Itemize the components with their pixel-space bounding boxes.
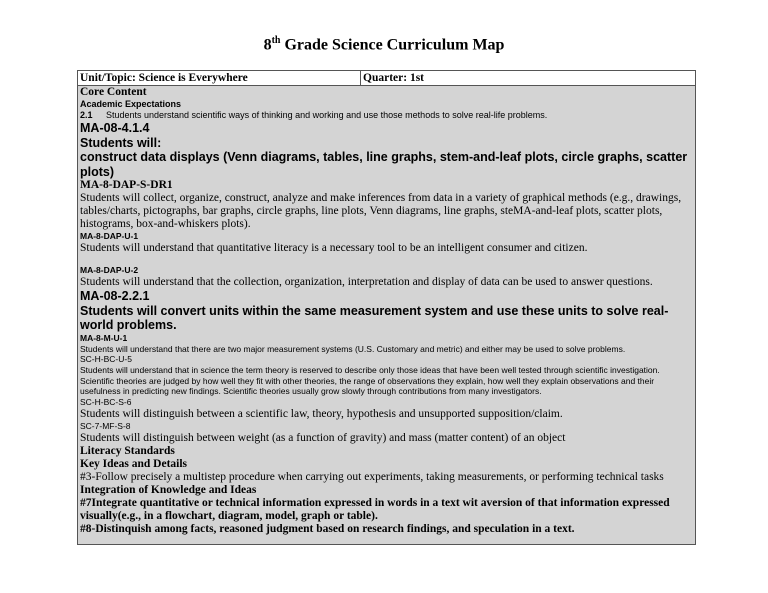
dap-text: Students will collect, organize, construct, analyze and make inferences from data in a variety of graphical methods (e.g., drawings, tables/charts, pictographs, bar graphs, circle graphs, line plots, Venn diagrams, line graphs, steMA-and-leaf plots, scatter plots, histograms, box-and-whiskers plots). [80,192,682,230]
title-sup: th [271,35,281,46]
dapu2-code: MA-8-DAP-U-2 [80,265,139,275]
bcs6-text: Students will distinguish between a scientific law, theory, hypothesis and unsupported supposition/claim. [80,407,563,420]
mfs8-text: Students will distinguish between weight (as a function of gravity) and mass (matter content) of an object [80,431,566,444]
ma-code-2-2-1: MA-08-2.2.1 [80,289,150,303]
standard-8: #8-Distinquish among facts, reasoned judgment based on research findings, and speculation in a text. [80,522,575,535]
bcu5-code: SC-H-BC-U-5 [80,354,132,364]
content-cell [78,86,695,544]
ae-number: 2.1 [80,110,93,120]
table-header-row [78,71,695,86]
mfs8-code: SC-7-MF-S-8 [80,420,131,431]
title-prefix: 8 [263,36,272,54]
curriculum-table [77,70,696,545]
literacy-standards-heading: Literacy Standards [80,444,175,457]
core-content-heading: Core Content [80,86,147,98]
spacer [80,255,692,265]
dap-code: MA-8-DAP-S-DR1 [80,179,173,191]
mu1-code: MA-8-M-U-1 [80,332,128,343]
convert-units-standard: Students will convert units within the same measurement system and use these units to solve real-world problems. [80,303,669,332]
ma-code-4-1-4: MA-08-4.1.4 [80,121,150,135]
quarter-cell: Quarter: 1st [363,72,424,84]
standard-7: #7Integrate quantitative or technical information expressed in words in a text wit aversion of that information expressed visually(e.g., in a flowchart, diagram, model, graph or table). [80,496,670,522]
academic-expectations-heading: Academic Expectations [80,99,182,109]
construct-data-displays: construct data displays (Venn diagrams, tables, line graphs, stem-and-leaf plots, circle graphs, scatter plots) [80,150,688,179]
mu1-text: Students will understand that there are two major measurement systems (U.S. Customary and metric) and either may be used to solve problems. [80,343,626,354]
title-rest: Grade Science Curriculum Map [280,36,505,54]
ae-text: Students understand scientific ways of thinking and working and use those methods to solve real-life problems. [106,110,548,120]
key-ideas-heading: Key Ideas and Details [80,457,188,470]
students-will-heading: Students will: [80,135,162,150]
page-title [0,35,768,54]
integration-heading: Integration of Knowledge and Ideas [80,483,257,496]
dapu1-code: MA-8-DAP-U-1 [80,231,139,241]
bcs6-code: SC-H-BC-S-6 [80,396,132,407]
standard-3: #3-Follow precisely a multistep procedure when carrying out experiments, taking measurements, or performing technical tasks [80,470,664,483]
dapu2-text: Students will understand that the collection, organization, interpretation and display of data can be used to answer questions. [80,276,653,288]
academic-expectation-2-1 [80,110,692,121]
dapu1-text: Students will understand that quantitative literacy is a necessary tool to be an intelligent consumer and citizen. [80,242,588,254]
unit-topic-cell: Unit/Topic: Science is Everywhere [78,71,361,85]
bcu5-text: Students will understand that in science the term theory is reserved to describe only those ideas that have been well tested through scientific investigation. Scientific theories are judged by how well they fit with other theories, the range of observations they explain, how well they explain observations and their usefulness in predicting new findings. Scientific theories usually grow slowly through contributions from many investigators. [80,365,660,396]
